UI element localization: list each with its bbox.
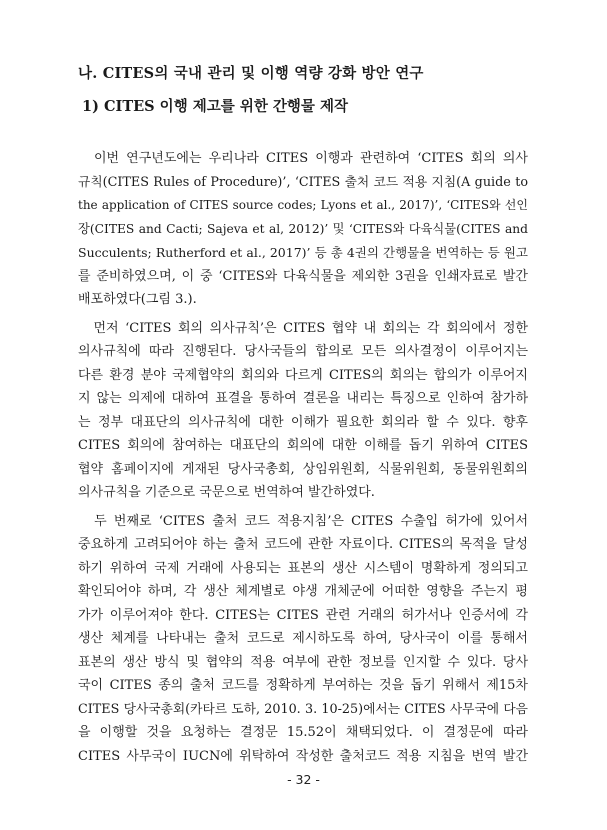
text-line: 을 이행할 것을 요청하는 결정문 15.52이 채택되었다. 이 결정문에 따라 <box>78 725 528 740</box>
paragraph <box>78 317 528 505</box>
text-line: 중요하게 고려되어야 하는 출처 코드에 관한 자료이다. CITES의 목적을 달성 <box>78 537 528 552</box>
text-line: 를 준비하였으며, 이 중 ‘CITES와 다육식물을 제외한 3권을 인쇄자료로 발간 <box>78 268 528 284</box>
text-line: 확인되어야 하며, 각 생산 체계별로 야생 개체군에 어떠한 영향을 주는지 평 <box>78 584 528 599</box>
text-line: 의사규칙을 기준으로 국문으로 번역하여 발간하였다. <box>78 485 375 500</box>
text-line: CITES 당사국총회(카타르 도하, 2010. 3. 10-25)에서는 CITES 사무국에 다음 <box>78 701 528 717</box>
text-line: 이번 연구년도에는 우리나라 CITES 이행과 관련하여 ‘CITES 회의 의사 <box>78 151 528 166</box>
text-line: 의사규칙에 따라 진행된다. 당사국들의 합의로 모든 의사결정이 이루어지는 <box>78 344 528 359</box>
text-line: 지 않는 의제에 대하여 표결을 통하여 결론을 내리는 특징으로 인하여 참가하 <box>78 391 528 406</box>
page-number: - 32 - <box>287 772 320 787</box>
section-heading: 나. CITES의 국내 관리 및 이행 역량 강화 방안 연구 <box>78 65 424 82</box>
text-line: 먼저 ‘CITES 회의 의사규칙’은 CITES 협약 내 회의는 각 회의에서 정한 <box>78 320 528 336</box>
text-line: 국이 CITES 종의 출처 코드를 정확하게 부여하는 것을 돕기 위해서 제15차 <box>78 678 528 693</box>
text-line: 생산 체계를 나타내는 출처 코드로 제시하도록 하여, 당사국이 이를 통해서 <box>78 631 528 646</box>
text-line: 협약 홈페이지에 게재된 당사국총회, 상임위원회, 식물위원회, 동물위원회의 <box>78 461 528 477</box>
text-line: 하기 위하여 국제 거래에 사용되는 표본의 생산 시스템이 명확하게 정의되고 <box>78 560 528 576</box>
text-line: 다른 환경 분야 국제협약의 회의와 다르게 CITES의 회의는 합의가 이루어지 <box>78 367 528 383</box>
paragraph <box>78 510 528 769</box>
text-line: 두 번째로 ‘CITES 출처 코드 적용지침’은 CITES 수출입 허가에 있어서 <box>78 513 528 529</box>
paragraph <box>78 147 528 312</box>
text-line: 규칙(CITES Rules of Procedure)’, ‘CITES 출처 코드 적용 지침(A guide to <box>78 174 528 190</box>
text-line: the application of CITES source codes; Lyons et al., 2017)’, ‘CITES와 선인 <box>78 198 528 212</box>
text-line: 가가 이루어져야 한다. CITES는 CITES 관련 거래의 허가서나 인증서에 각 <box>78 607 528 623</box>
body-text <box>78 147 528 773</box>
text-line: 장(CITES and Cacti; Sajeva et al, 2012)’ 및 ‘CITES와 다육식물(CITES and <box>78 221 528 236</box>
text-line: CITES 회의에 참여하는 대표단의 회의에 대한 이해를 돕기 위하여 CITES <box>78 438 528 453</box>
text-line: CITES 사무국이 IUCN에 위탁하여 작성한 출처코드 적용 지침을 번역 발간 <box>78 748 528 764</box>
subsection-heading: 1) CITES 이행 제고를 위한 간행물 제작 <box>82 98 348 115</box>
text-line: Succulents; Rutherford et al., 2017)’ 등 총 4권의 간행물을 번역하는 등 원고 <box>78 245 528 260</box>
text-line: 표본의 생산 방식 및 협약의 적용 여부에 관한 정보를 인지할 수 있다. 당사 <box>78 654 528 670</box>
text-line: 는 정부 대표단의 의사규칙에 대한 이해가 필요한 회의라 할 수 있다. 향후 <box>78 414 528 430</box>
text-line: 배포하였다(그림 3.). <box>78 292 197 307</box>
